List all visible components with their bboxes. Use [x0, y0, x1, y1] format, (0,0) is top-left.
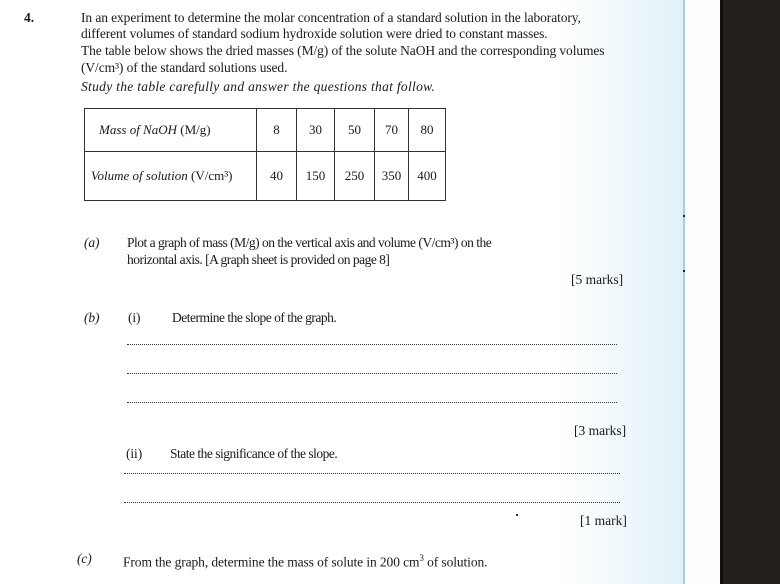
intro-line-3: The table below shows the dried masses (M/g) of the solute NaOH and the corresponding volumes — [81, 43, 605, 58]
part-c-label: (c) — [77, 551, 92, 566]
table-cell: 70 — [375, 109, 409, 152]
part-b-ii-marks: [1 mark] — [580, 513, 627, 528]
answer-line-b-i-1[interactable] — [127, 344, 617, 345]
table-cell: 400 — [409, 152, 446, 201]
part-c-text — [123, 551, 487, 570]
row-label-volume — [85, 152, 257, 201]
table-row-mass — [85, 109, 446, 152]
table-cell: 150 — [297, 152, 335, 201]
part-c-text-after: of solution. — [423, 554, 488, 570]
table-cell: 40 — [257, 152, 297, 201]
part-b-i-label: (i) — [128, 310, 141, 325]
dark-background-band — [720, 0, 780, 584]
answer-line-b-i-2[interactable] — [127, 373, 617, 374]
part-b-i-text: Determine the slope of the graph. — [172, 310, 337, 325]
table-cell: 80 — [409, 109, 446, 152]
label-unit: (M/g) — [177, 122, 211, 137]
stray-mark — [516, 514, 518, 516]
part-c-text-before: From the graph, determine the mass of solute in 200 cm — [123, 554, 420, 570]
page-gap — [685, 0, 720, 584]
table-cell: 8 — [257, 109, 297, 152]
intro-line-2: different volumes of standard sodium hydroxide solution were dried to constant masses. — [81, 26, 548, 41]
part-b-ii-label: (ii) — [126, 446, 143, 461]
intro-line-4: (V/cm³) of the standard solutions used. — [81, 60, 288, 75]
part-a-line-1: Plot a graph of mass (M/g) on the vertical axis and volume (V/cm³) on the — [127, 235, 492, 250]
answer-line-b-ii-1[interactable] — [124, 473, 620, 474]
instruction: Study the table carefully and answer the questions that follow. — [81, 79, 436, 94]
label-italic: Mass of NaOH — [99, 122, 178, 137]
table-cell: 30 — [297, 109, 335, 152]
label-unit: (V/cm³) — [187, 168, 233, 183]
table-cell: 250 — [335, 152, 375, 201]
part-a-label: (a) — [84, 235, 100, 250]
data-table — [84, 108, 446, 201]
answer-line-b-ii-2[interactable] — [124, 502, 620, 503]
part-a-marks: [5 marks] — [571, 272, 624, 287]
part-b-label: (b) — [84, 310, 100, 325]
table-cell: 50 — [335, 109, 375, 152]
part-a-line-2: horizontal axis. [A graph sheet is provided on page 8] — [127, 252, 390, 267]
table-cell: 350 — [375, 152, 409, 201]
answer-line-b-i-3[interactable] — [127, 402, 617, 403]
table-row-volume — [85, 152, 446, 201]
label-italic: Volume of solution — [91, 168, 188, 183]
part-b-ii-text: State the significance of the slope. — [170, 446, 338, 461]
part-b-i-marks: [3 marks] — [574, 423, 627, 438]
superscript-3: 3 — [419, 553, 424, 563]
row-label-mass — [85, 109, 257, 152]
question-number: 4. — [24, 10, 35, 25]
intro-line-1: In an experiment to determine the molar concentration of a standard solution in the laboratory, — [81, 10, 581, 25]
